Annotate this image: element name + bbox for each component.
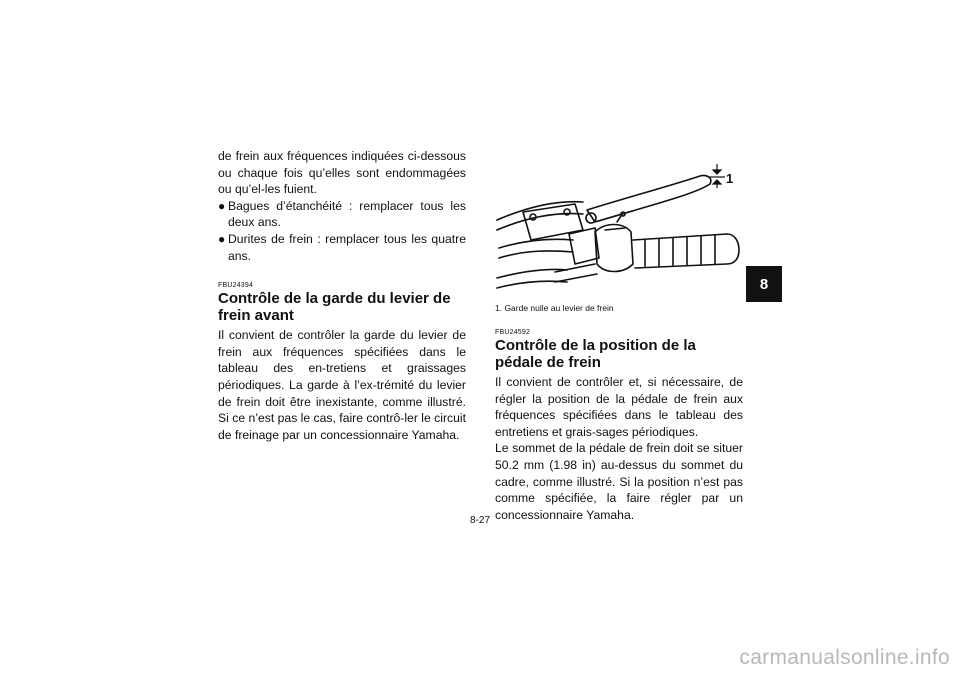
section-code: FBU24394	[218, 282, 254, 290]
figure-caption: 1. Garde nulle au levier de frein	[495, 303, 614, 313]
section-title: Contrôle de la position de la pédale de frein	[495, 337, 696, 371]
brake-lever-illustration	[495, 160, 743, 300]
bullet-text: Durites de frein : remplacer tous les quatre ans.	[228, 231, 466, 263]
figure-callout-number: 1	[726, 171, 734, 186]
bullet-text: Bagues d’étanchéité : remplacer tous les deux ans.	[228, 198, 466, 230]
section-body-paragraph-1: Il convient de contrôler et, si nécessaire, de régler la position de la pédale de frein aux fréquences spécifiées dans le tableau des entretiens et grais-sages périodiques.	[495, 375, 743, 439]
section-title: Contrôle de la garde du levier de frein avant	[218, 290, 451, 325]
brake-lever-drawing	[495, 160, 743, 300]
intro-paragraph: de frein aux fréquences indiquées ci-dessous ou chaque fois qu’elles sont endommagées ou qu’el-les fuient.	[218, 149, 466, 197]
right-column	[495, 160, 743, 523]
page-number: 8-27	[470, 515, 491, 526]
section-code: FBU24592	[495, 329, 531, 336]
bullet-icon: ●	[218, 231, 226, 246]
bullet-item	[218, 198, 466, 231]
chapter-tab: 8	[746, 266, 782, 302]
bullet-item	[218, 231, 466, 264]
left-column	[218, 148, 466, 443]
section-body-paragraph-2: Le sommet de la pédale de frein doit se situer 50.2 mm (1.98 in) au-dessus du sommet du cadre, comme illustré. Si la position n’est pas comme spécifiée, la faire régler par un concessionnaire Yamaha.	[495, 441, 743, 522]
section-body: Il convient de contrôler la garde du levier de frein aux fréquences spécifiées dans le tableau des en-tretiens et graissages périodiques. La garde à l’ex-trémité du levier de frein doit être inexistante, comme illustré. Si ce n’est pas le cas, faire contrô-ler le circuit de freinage par un concessionnaire Yamaha.	[218, 328, 466, 442]
watermark-text: carmanualsonline.info	[739, 646, 950, 669]
bullet-icon: ●	[218, 198, 226, 213]
